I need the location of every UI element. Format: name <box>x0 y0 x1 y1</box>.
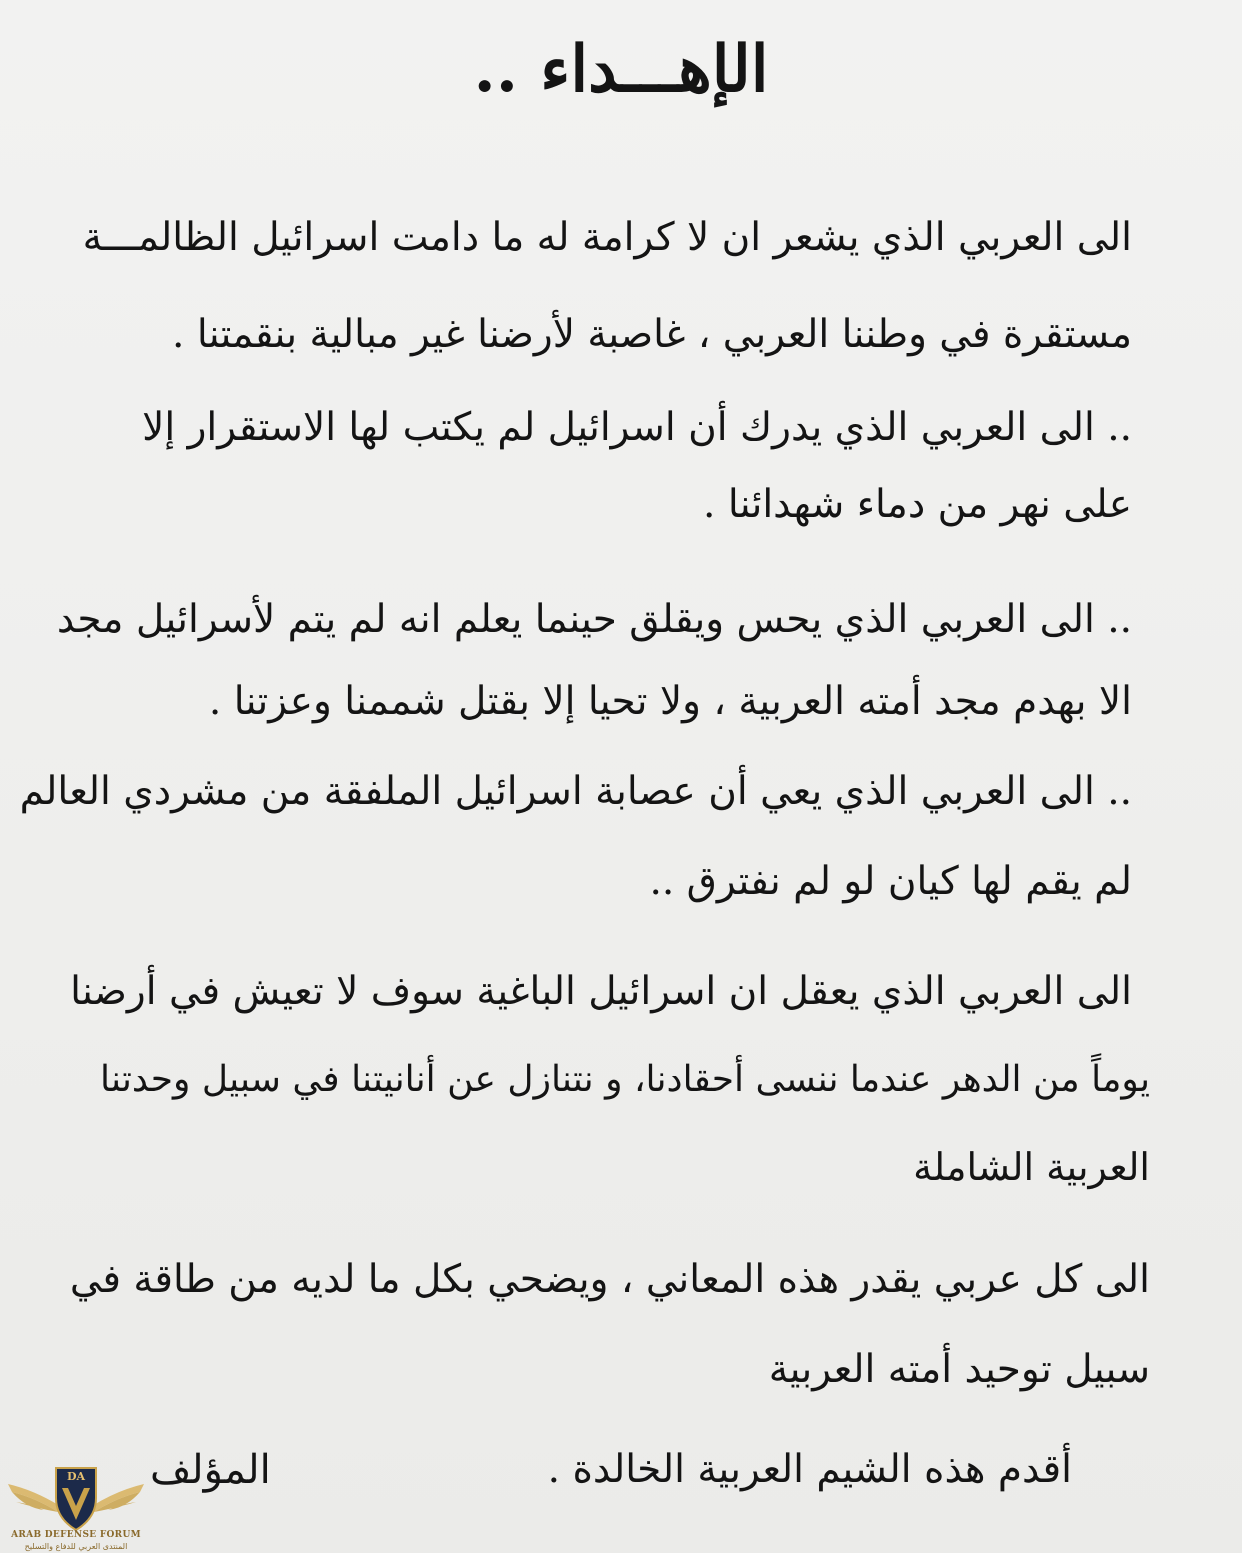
text-line: .. الى العربي الذي يحس ويقلق حينما يعلم انه لم يتم لأسرائيل مجد <box>56 597 1132 642</box>
watermark-name-en: ARAB DEFENSE FORUM <box>11 1530 141 1540</box>
text-line: الا بهدم مجد أمته العربية ، ولا تحيا إلا بقتل شممنا وعزتنا . <box>208 679 1132 724</box>
text-line: مستقرة في وطننا العربي ، غاصبة لأرضنا غير مبالية بنقمتنا . <box>172 312 1132 357</box>
text-line: الى العربي الذي يشعر ان لا كرامة له ما دامت اسرائيل الظالمـــة <box>82 215 1132 260</box>
text-line: على نهر من دماء شهدائنا . <box>703 482 1132 527</box>
dedication-title: الإهـــداء .. <box>473 32 769 107</box>
watermark-monogram: DA <box>66 1470 86 1483</box>
author-signature: المؤلف <box>150 1447 271 1493</box>
text-line: لم يقم لها كيان لو لم نفترق .. <box>649 859 1132 904</box>
text-line: الى كل عربي يقدر هذه المعاني ، ويضحي بكل ما لديه من طاقة في <box>69 1257 1150 1302</box>
text-line: العربية الشاملة <box>913 1145 1150 1189</box>
text-line: .. الى العربي الذي يدرك أن اسرائيل لم يكتب لها الاستقرار إلا <box>142 405 1132 450</box>
watermark-name-ar: المنتدى العربي للدفاع والتسليح <box>24 1542 128 1551</box>
text-line: أقدم هذه الشيم العربية الخالدة . <box>547 1447 1072 1492</box>
text-line: .. الى العربي الذي يعي أن عصابة اسرائيل الملفقة من مشردي العالم <box>19 769 1132 814</box>
text-line: يوماً من الدهر عندما ننسى أحقادنا، و نتنازل عن أنانيتنا في سبيل وحدتنا <box>99 1059 1150 1100</box>
text-line: الى العربي الذي يعقل ان اسرائيل الباغية سوف لا تعيش في أرضنا <box>70 969 1132 1014</box>
text-line: سبيل توحيد أمته العربية <box>768 1347 1150 1392</box>
